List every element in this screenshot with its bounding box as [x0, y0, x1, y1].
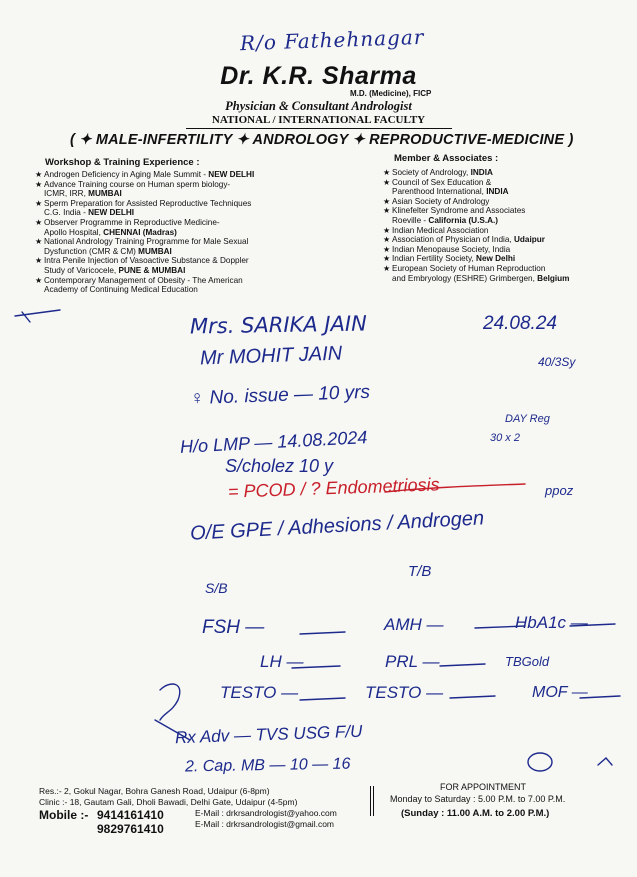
member-item-text: Asian Society of Andrology: [392, 196, 490, 206]
residence-text: 2, Gokul Nagar, Bohra Ganesh Road, Udaipur (6-8pm): [64, 786, 270, 796]
residence-label: Res.:-: [39, 786, 65, 796]
appointment-heading: FOR APPOINTMENT: [440, 782, 527, 792]
note-test-testo-2: TESTO —: [365, 683, 444, 702]
members-heading: Member & Associates :: [394, 153, 499, 164]
note-tb: T/B: [408, 563, 432, 580]
workshop-item-text-2: Dysfunction (CMR & CM): [44, 246, 139, 256]
clinic-address: [39, 797, 297, 807]
mobile-number-1: 9414161410: [97, 808, 164, 822]
member-item-bold: New Delhi: [476, 254, 516, 264]
workshop-item-text-2: Academy of Continuing Medical Education: [44, 285, 198, 295]
member-item-text-2: and Embryology (ESHRE) Grimbergen,: [392, 273, 538, 283]
workshop-item-text: Sperm Preparation for Assisted Reproductive Techniques: [44, 198, 252, 208]
note-diagnosis: = PCOD / ? Endometriosis: [227, 474, 440, 502]
bullet-star-icon: ★: [35, 198, 43, 208]
workshop-item-text: National Andrology Training Programme for Male Sexual: [44, 237, 249, 247]
member-item-text-2: Parenthood International,: [392, 187, 487, 197]
note-lmp: H/o LMP — 14.08.2024: [179, 427, 368, 457]
note-sb: S/B: [205, 580, 228, 596]
note-examination: O/E GPE / Adhesions / Androgen: [189, 507, 485, 545]
clinic-label: Clinic :-: [39, 797, 70, 807]
clinic-text: 18, Gautam Gali, Dholi Bawadi, Delhi Gate, Udaipur (4-5pm): [69, 797, 298, 807]
note-patient-name: Mrs. SARIKA JAIN: [189, 311, 368, 339]
doctor-name: Dr. K.R. Sharma: [220, 62, 417, 90]
bullet-star-icon: ★: [383, 254, 391, 264]
workshop-heading: Workshop & Training Experience :: [45, 157, 200, 168]
weekday-hours: Monday to Saturday : 5.00 P.M. to 7.00 P.M.: [390, 794, 566, 804]
bullet-star-icon: ★: [35, 179, 43, 189]
email-yahoo: E-Mail : drkrsandrologist@yahoo.com: [195, 808, 337, 818]
note-no-issue: ♀ No. issue — 10 yrs: [189, 381, 371, 410]
note-husband-age: 40/3Sy: [538, 355, 576, 369]
member-item-text: Indian Fertility Society,: [392, 254, 477, 264]
member-item-text: Council of Sex Education &: [392, 177, 492, 187]
workshop-item-text: Contemporary Management of Obesity - The American: [44, 275, 243, 285]
bullet-star-icon: ★: [383, 263, 391, 273]
member-item-text: European Society of Human Reproduction: [392, 263, 546, 273]
workshop-item-bold-2: PUNE & MUMBAI: [118, 265, 186, 275]
bullet-star-icon: ★: [35, 256, 43, 266]
bullet-star-icon: ★: [35, 275, 43, 285]
workshop-item-text-2: Apollo Hospital,: [44, 227, 104, 237]
bullet-star-icon: ★: [383, 225, 391, 235]
bullet-star-icon: ★: [35, 237, 43, 247]
note-test-mof: MOF —: [532, 684, 588, 701]
bullet-star-icon: ★: [383, 206, 391, 216]
member-item-text: Indian Medical Association: [392, 225, 489, 235]
address-note: R/o Fathehnagar: [239, 24, 425, 56]
sunday-hours: (Sunday : 11.00 A.M. to 2.00 P.M.): [401, 808, 550, 819]
workshop-item-bold-2: MUMBAI: [88, 189, 122, 199]
member-item-bold-2: California (U.S.A.): [428, 215, 499, 225]
residence-address: [39, 786, 270, 796]
note-test-hba1c: HbA1c —: [515, 613, 588, 632]
member-item-text: Association of Physician of India,: [392, 235, 514, 245]
bullet-star-icon: ★: [383, 177, 391, 187]
note-test-testo-1: TESTO —: [220, 683, 299, 702]
footer-divider: [370, 786, 374, 816]
member-item-text: Society of Andrology,: [392, 168, 471, 177]
note-prescription: 2. Cap. MB — 10 — 16: [184, 755, 351, 776]
note-husband-name: Mr MOHIT JAIN: [199, 342, 343, 370]
bullet-star-icon: ★: [383, 168, 391, 177]
workshop-item-bold-2: MUMBAI: [138, 246, 172, 256]
note-test-lh: LH —: [260, 652, 304, 671]
note-lmp-day: DAY Reg: [505, 413, 550, 425]
bullet-star-icon: ★: [383, 235, 391, 245]
workshop-item-bold-2: NEW DELHI: [88, 208, 135, 218]
doctor-degrees: M.D. (Medicine), FICP: [350, 89, 432, 98]
workshop-item-text: Observer Programme in Reproductive Medicine-: [44, 217, 220, 227]
email-gmail: E-Mail : drkrsandrologist@gmail.com: [195, 819, 335, 829]
member-item-text: Indian Menopause Society, India: [392, 244, 511, 254]
doctor-title: Physician & Consultant Andrologist: [225, 99, 412, 113]
note-test-tbgold: TBGold: [505, 654, 550, 669]
note-test-fsh: FSH —: [202, 617, 265, 638]
member-item-bold-2: Belgium: [537, 273, 570, 283]
note-lmp-cycle: 30 x 2: [490, 432, 520, 444]
workshop-item-bold-2: CHENNAI (Madras): [103, 227, 177, 237]
note-test-prl: PRL —: [385, 652, 440, 671]
bullet-star-icon: ★: [35, 170, 43, 179]
member-item-text-2: Roeville -: [392, 215, 429, 225]
note-line-schol: S/cholez 10 y: [225, 456, 334, 476]
bullet-star-icon: ★: [35, 217, 43, 227]
workshop-item-bold: NEW DELHI: [208, 170, 255, 179]
mobile-number-2: 9829761410: [97, 822, 164, 836]
member-item-bold-2: INDIA: [486, 187, 509, 197]
note-advice: Rx Adv — TVS USG F/U: [174, 721, 363, 748]
note-date: 24.08.24: [483, 313, 557, 334]
workshop-item-text-2: C.G. India -: [44, 208, 89, 218]
workshop-item-text-2: ICMR, IRR,: [44, 189, 89, 199]
workshop-item-text: Androgen Deficiency in Aging Male Summit -: [44, 170, 209, 179]
note-diagnosis-side: ppoz: [545, 483, 574, 498]
faculty-line: NATIONAL / INTERNATIONAL FACULTY: [211, 114, 426, 126]
note-test-amh: AMH —: [384, 615, 444, 634]
mobile-label: Mobile :-: [39, 808, 89, 822]
workshop-item-text: Intra Penile Injection of Vasoactive Substance & Doppler: [44, 256, 249, 266]
member-item-bold: Udaipur: [513, 235, 545, 245]
member-item-text: Klinefelter Syndrome and Associates: [392, 206, 526, 216]
workshop-item-text-2: Study of Varicocele,: [44, 265, 119, 275]
bullet-star-icon: ★: [383, 196, 391, 206]
workshop-item-text: Advance Training course on Human sperm biology-: [44, 179, 231, 189]
specialty-line: ( ✦ MALE-INFERTILITY ✦ ANDROLOGY ✦ REPRODUCTIVE-MEDICINE ): [70, 132, 574, 148]
member-item-bold: INDIA: [470, 168, 493, 177]
bullet-star-icon: ★: [383, 244, 391, 254]
